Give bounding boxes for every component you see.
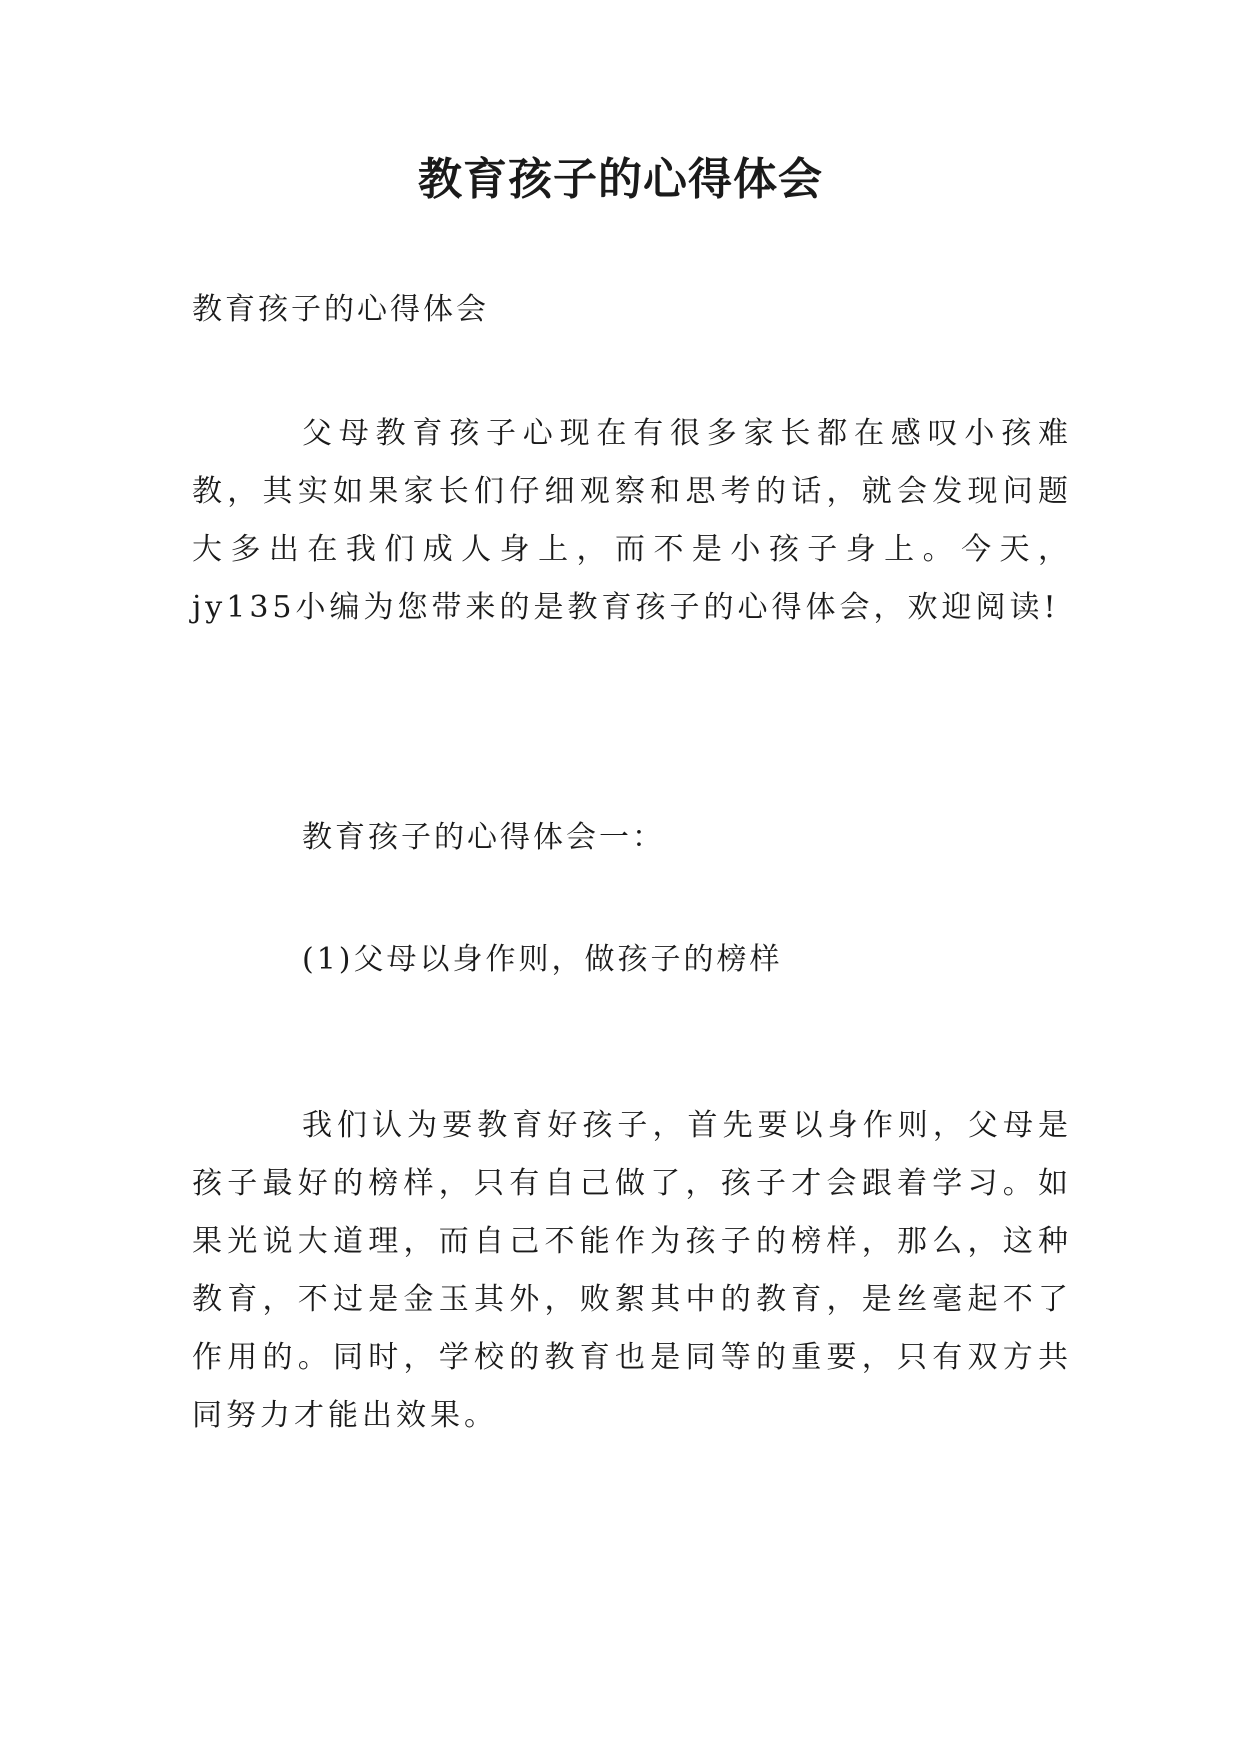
document-title: 教育孩子的心得体会 <box>418 154 823 205</box>
section-heading: 教育孩子的心得体会一： <box>302 820 665 855</box>
intro-paragraph: 父母教育孩子心现在有很多家长都在感叹小孩难教，其实如果家长们仔细观察和思考的话，就会发现问题大多出在我们成人身上，而不是小孩子身上。今天，jy135小编为您带来的是教育孩子的心得体会，欢迎阅读! <box>192 416 1072 625</box>
body-paragraph: 我们认为要教育好孩子，首先要以身作则，父母是孩子最好的榜样，只有自己做了，孩子才会跟着学习。如果光说大道理，而自己不能作为孩子的榜样，那么，这种教育，不过是金玉其外，败絮其中的教育，是丝毫起不了作用的。同时，学校的教育也是同等的重要，只有双方共同努力才能出效果。 <box>192 1108 1072 1433</box>
document-subtitle: 教育孩子的心得体会 <box>192 292 489 327</box>
point-heading: (1)父母以身作则，做孩子的榜样 <box>302 942 783 977</box>
